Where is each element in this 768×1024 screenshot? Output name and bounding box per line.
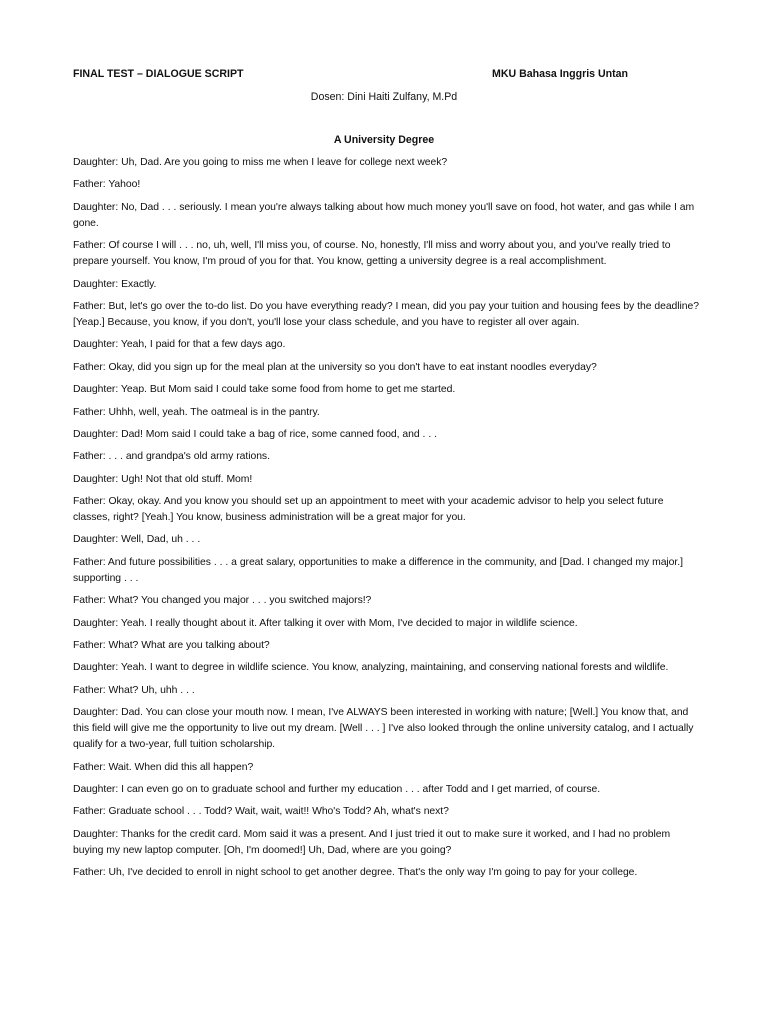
dialogue-line: Daughter: Thanks for the credit card. Mom said it was a present. And I just tried it out to make sure it worked, and I had no problem buying my new laptop computer. [Oh, I'm doomed!] Uh, Dad, where are you going?: [73, 828, 671, 856]
dialogue-line: Daughter: Dad. You can close your mouth now. I mean, I've ALWAYS been interested in working with nature; [Well.] You know that, and this field will give me the opportunity to live out my dream. [Well . . . ] I've also looked through the online university catalog, and I actually qualify for a two-year, full tuition scholarship.: [73, 707, 694, 751]
dialogue-body: [73, 155, 703, 888]
dialogue-line: Father: Graduate school . . . Todd? Wait, wait, wait!! Who's Todd? Ah, what's next?: [73, 806, 449, 818]
dialogue-line: Father: What? What are you talking about?: [73, 640, 270, 652]
dialogue-line: Father: Okay, did you sign up for the meal plan at the university so you don't have to eat instant noodles everyday?: [73, 361, 597, 373]
dialogue-line: Daughter: No, Dad . . . seriously. I mean you're always talking about how much money you'll save on food, hot water, and gas while I am gone.: [73, 201, 695, 229]
dialogue-line: Daughter: Ugh! Not that old stuff. Mom!: [73, 473, 253, 485]
dialogue-line: Father: Yahoo!: [73, 179, 141, 191]
dialogue-line: Daughter: Yeah. I really thought about it. After talking it over with Mom, I've decided to major in wildlife science.: [73, 617, 578, 629]
dialogue-line: Daughter: Yeap. But Mom said I could take some food from home to get me started.: [73, 384, 456, 396]
dialogue-line: Father: Of course I will . . . no, uh, well, I'll miss you, of course. No, honestly, I'll miss and worry about you, and you've really tried to prepare yourself. You know, I'm proud of you for that. You know, getting a university degree is a real accomplishment.: [73, 240, 671, 268]
dialogue-line: Father: Wait. When did this all happen?: [73, 761, 254, 773]
dialogue-line: Father: And future possibilities . . . a great salary, opportunities to make a difference in the community, and [Dad. I changed my major.] supporting . . .: [73, 556, 683, 584]
lecturer-name: Dosen: Dini Haiti Zulfany, M.Pd: [310, 91, 458, 103]
dialogue-line: Father: What? Uh, uhh . . .: [73, 684, 195, 696]
dialogue-line: Father: . . . and grandpa's old army rations.: [73, 451, 270, 463]
dialogue-line: Daughter: Well, Dad, uh . . .: [73, 534, 201, 546]
dialogue-line: Father: Okay, okay. And you know you should set up an appointment to meet with your academic advisor to help you select future classes, right? [Yeah.] You know, business administration will be a great major for you.: [73, 496, 664, 524]
dialogue-line: Daughter: Yeah, I paid for that a few days ago.: [73, 339, 286, 351]
dialogue-line: Daughter: Yeah. I want to degree in wildlife science. You know, analyzing, maintaining, and conserving national forests and wildlife.: [73, 662, 669, 674]
dialogue-line: Father: What? You changed you major . . . you switched majors!?: [73, 595, 372, 607]
dialogue-line: Father: But, let's go over the to-do list. Do you have everything ready? I mean, did you pay your tuition and housing fees by the deadline? [Yeap.] Because, you know, if you don't, you'll lose your class schedule, and you have to register all over again.: [73, 300, 699, 328]
dialogue-title: A University Degree: [333, 134, 435, 146]
dialogue-line: Daughter: I can even go on to graduate school and further my education . . . after Todd and I get married, of course.: [73, 783, 601, 795]
dialogue-line: Father: Uh, I've decided to enroll in night school to get another degree. That's the only way I'm going to pay for your college.: [73, 867, 638, 879]
test-title: FINAL TEST – DIALOGUE SCRIPT: [73, 68, 244, 80]
dialogue-line: Daughter: Dad! Mom said I could take a bag of rice, some canned food, and . . .: [73, 428, 437, 440]
dialogue-line: Father: Uhhh, well, yeah. The oatmeal is in the pantry.: [73, 406, 320, 418]
dialogue-line: Daughter: Exactly.: [73, 278, 157, 290]
course-name: MKU Bahasa Inggris Untan: [492, 68, 628, 80]
dialogue-line: Daughter: Uh, Dad. Are you going to miss me when I leave for college next week?: [73, 157, 448, 168]
document-header: [73, 68, 628, 84]
